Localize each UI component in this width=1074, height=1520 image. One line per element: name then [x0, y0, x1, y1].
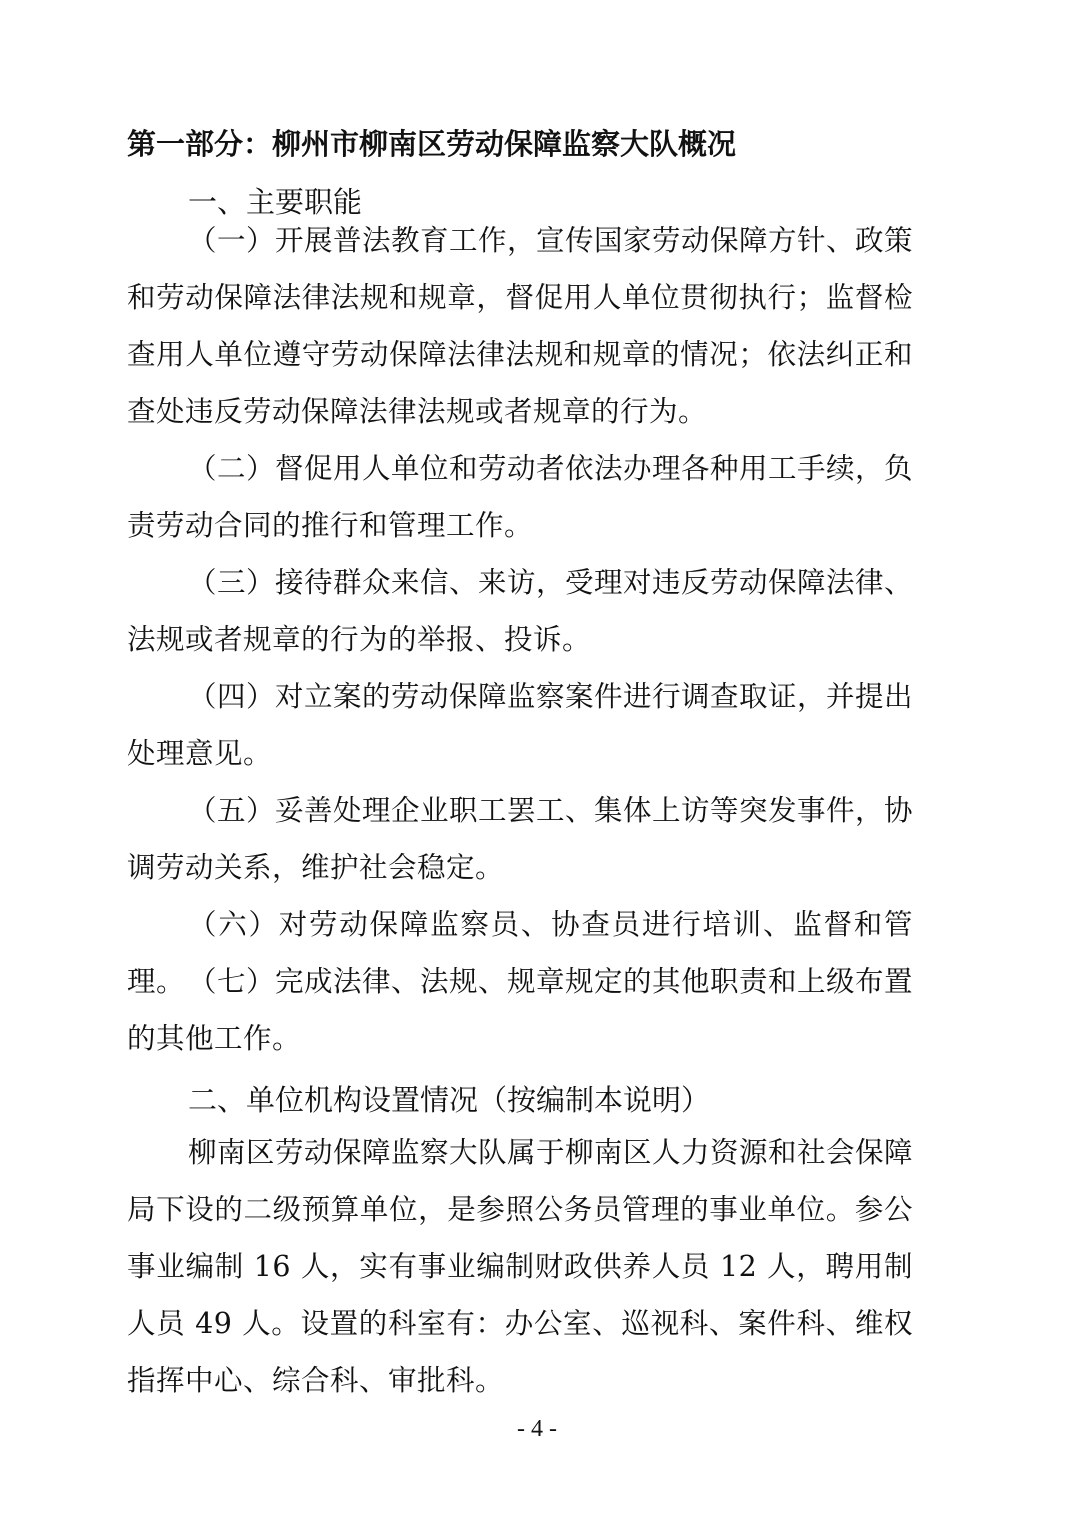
function-item-2: （二）督促用人单位和劳动者依法办理各种用工手续，负责劳动合同的推行和管理工作。 — [127, 452, 914, 542]
section-heading-organization: 二、单位机构设置情况（按编制本说明） — [188, 1083, 711, 1117]
function-item-1: （一）开展普法教育工作，宣传国家劳动保障方针、政策和劳动保障法律法规和规章，督促用人单位贯彻执行；监督检查用人单位遵守劳动保障法律法规和规章的情况；依法纠正和查处违反劳动保障法律法规或者规章的行为。 — [127, 224, 914, 428]
function-item-6: （六）对劳动保障监察员、协查员进行培训、监督和管理。 — [127, 908, 913, 998]
organization-paragraph: 柳南区劳动保障监察大队属于柳南区人力资源和社会保障局下设的二级预算单位，是参照公务员管理的事业单位。参公事业编制 16 人，实有事业编制财政供养人员 12 人，聘用制人员 49 人。设置的科室有：办公室、巡视科、案件科、维权指挥中心、综合科、审批科。 — [127, 1136, 914, 1397]
function-item-5: （五）妥善处理企业职工罢工、集体上访等突发事件，协调劳动关系，维护社会稳定。 — [127, 794, 914, 884]
section-heading-main-functions: 一、主要职能 — [188, 185, 363, 219]
document-title: 第一部分：柳州市柳南区劳动保障监察大队概况 — [127, 127, 737, 161]
function-item-3: （三）接待群众来信、来访，受理对违反劳动保障法律、法规或者规章的行为的举报、投诉。 — [127, 566, 914, 656]
function-item-4: （四）对立案的劳动保障监察案件进行调查取证，并提出处理意见。 — [127, 680, 914, 770]
function-item-7: （七）完成法律、法规、规章规定的其他职责和上级布置的其他工作。 — [127, 965, 914, 1055]
page-number: - 4 - — [517, 1416, 557, 1442]
